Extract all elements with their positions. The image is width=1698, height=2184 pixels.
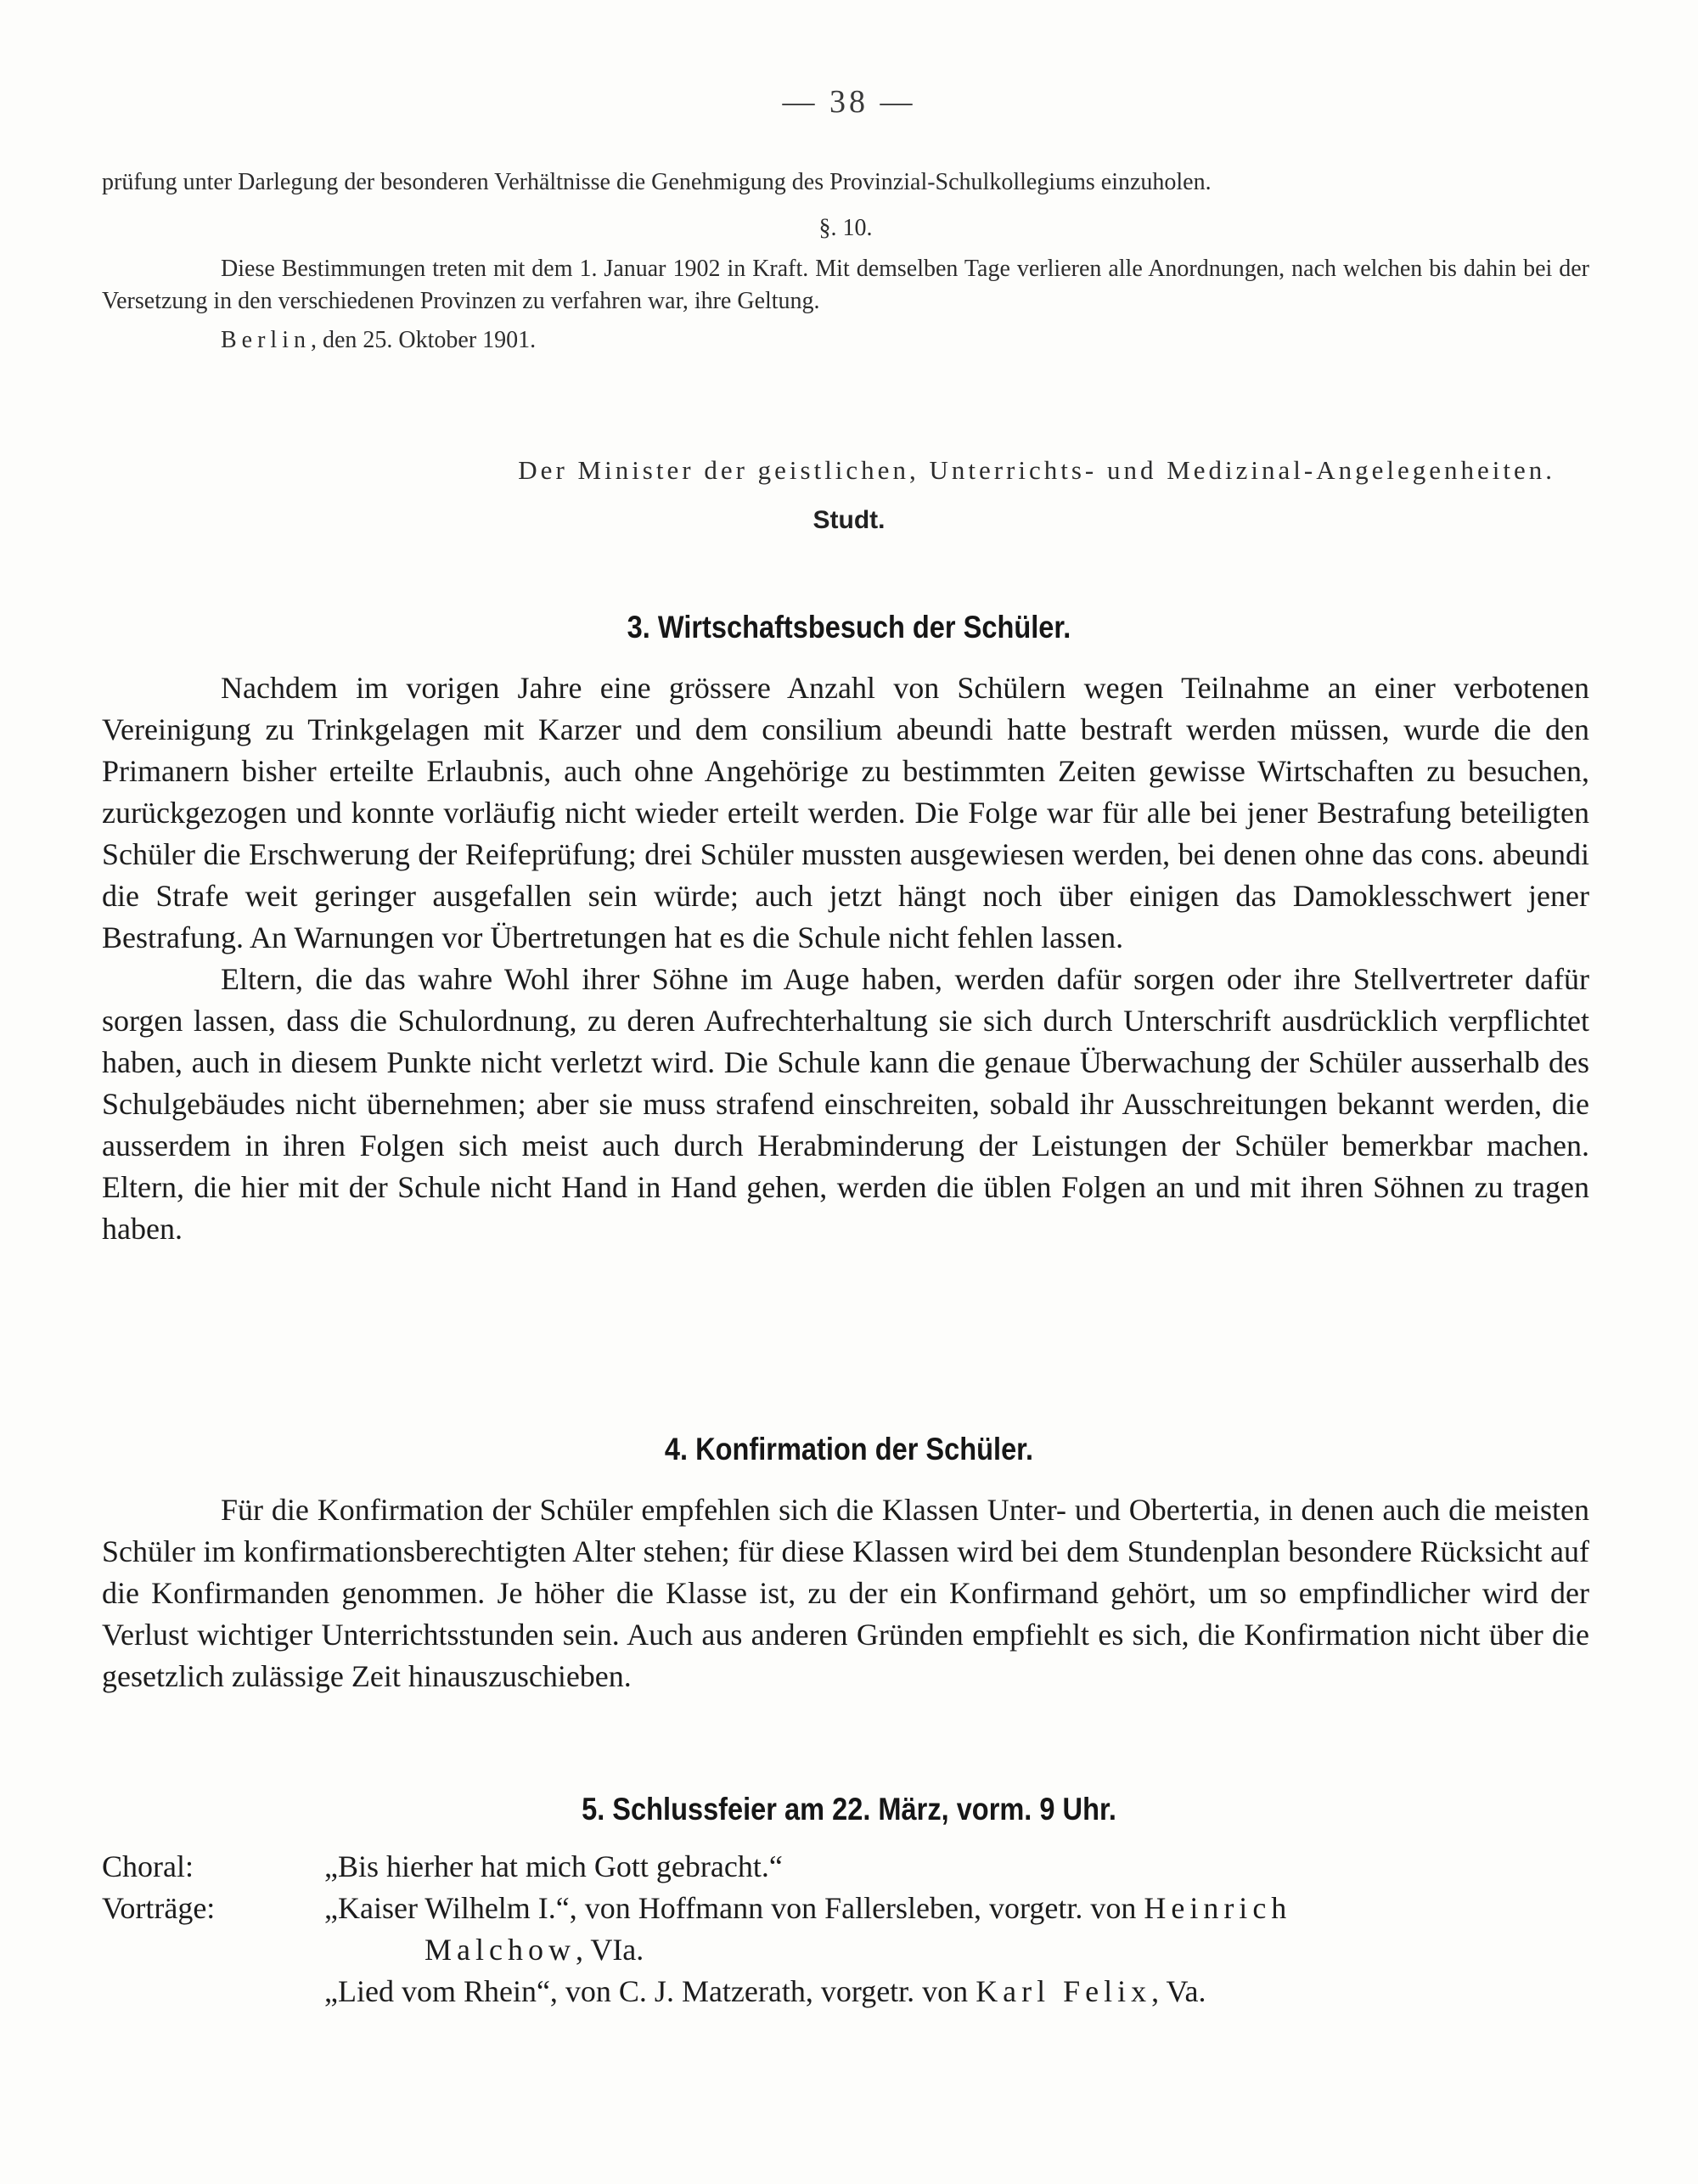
section3-paragraph-2: Eltern, die das wahre Wohl ihrer Söhne im Auge haben, werden dafür sorgen oder ihre Stellvertreter dafür sorgen lassen, dass die Schulordnung, zu deren Aufrechterhaltung sie sich durch Unterschrift ausdrücklich verpflichtet haben, auch in diesem Punkte nicht verletzt wird. Die Schule kann die genaue Überwachung der Schüler ausserhalb des Schulgebäudes nicht übernehmen; aber sie muss strafend einschreiten, sobald ihr Ausschreitungen bekannt werden, die ausserdem in ihren Folgen sich meist auch durch Herabminderung der Leistungen der Schüler bemerkbar machen. Eltern, die hier mit der Schule nicht Hand in Hand gehen, werden die üblen Folgen an und mit ihren Söhnen zu tragen haben. (102, 962, 1589, 1246)
program-item-vortrag-1 (102, 1888, 1589, 1929)
section4-body (102, 1489, 1589, 1697)
vortraege-label: Vorträge: (102, 1891, 216, 1925)
section4-paragraph-1: Für die Konfirmation der Schüler empfehlen sich die Klassen Unter- und Obertertia, in denen auch die meisten Schüler im konfirmationsberechtigten Alter stehen; für diese Klassen wird bei dem Stundenplan besondere Rücksicht auf die Konfirmanden genommen. Je höher die Klasse ist, zu der ein Konfirmand gehört, um so empfindlicher wird der Verlust wichtiger Unterrichtsstunden sein. Auch aus anderen Gründen empfiehlt es sich, die Konfirmation nicht über die gesetzlich zulässige Zeit hinauszuschieben. (102, 1493, 1589, 1693)
vortrag2-name: Karl Felix (976, 1974, 1152, 2008)
section-mark: §. 10. (818, 215, 873, 241)
section3-heading: 3. Wirtschaftsbesuch der Schüler. (627, 610, 1071, 645)
vortrag2-class: , Va. (1151, 1974, 1206, 2008)
date-text: , den 25. Oktober 1901. (311, 327, 537, 353)
section3-body (102, 667, 1589, 1250)
vortrag1-cont-class: , VIa. (575, 1933, 644, 1967)
section3-paragraph-1: Nachdem im vorigen Jahre eine grössere Anzahl von Schülern wegen Teilnahme an einer verbotenen Vereinigung zu Trinkgelagen mit Karzer und dem consilium abeundi hatte bestraft werden müssen, wurde die den Primanern bisher erteilte Erlaubnis, auch ohne Angehörige zu bestimmten Zeiten gewisse Wirtschaften zu besuchen, zurückgezogen und konnte vorläufig nicht wieder erteilt werden. Die Folge war für alle bei jener Bestrafung beteiligten Schüler die Erschwerung der Reifeprüfung; drei Schüler mussten ausgewiesen werden, bei denen ohne das cons. abeundi die Strafe weit geringer ausgefallen sein würde; auch jetzt hängt noch über einigen das Damoklesschwert jener Bestrafung. An Warnungen vor Übertretungen hat es die Schule nicht fehlen lassen. (102, 671, 1589, 954)
page-number: — 38 — (782, 84, 916, 120)
program-item-choral (102, 1846, 1589, 1888)
signature-name: Studt. (812, 506, 886, 534)
choral-label: Choral: (102, 1849, 194, 1883)
vortrag1-text: „Kaiser Wilhelm I.“, von Hoffmann von Fallersleben, vorgetr. von (324, 1891, 1144, 1925)
continuation-text: prüfung unter Darlegung der besonderen Verhältnisse die Genehmigung des Provinzial-Schulkollegiums einzuholen. (102, 169, 1212, 195)
date-line (102, 324, 1589, 357)
vortrag1-cont-name: Malchow (424, 1933, 576, 1967)
program-item-vortrag-2 (102, 1971, 1589, 2012)
vortrag2-text: „Lied vom Rhein“, von C. J. Matzerath, vorgetr. von (324, 1974, 976, 2008)
program-list (102, 1846, 1589, 2012)
choral-text: „Bis hierher hat mich Gott gebracht.“ (324, 1849, 783, 1883)
signature-title: Der Minister der geistlichen, Unterrichts- und Medizinal-Angelegenheiten. (518, 455, 1555, 485)
program-item-vortrag-1-cont (102, 1929, 1589, 1971)
intro-paragraph: Diese Bestimmungen treten mit dem 1. Januar 1902 in Kraft. Mit demselben Tage verlieren alle Anordnungen, nach welchen bis dahin bei der Versetzung in den verschiedenen Provinzen zu verfahren war, ihre Geltung. (102, 256, 1589, 314)
section5-heading: 5. Schlussfeier am 22. März, vorm. 9 Uhr. (582, 1792, 1116, 1827)
intro-block (102, 166, 1589, 357)
place-name: Berlin (221, 327, 311, 353)
section4-heading: 4. Konfirmation der Schüler. (664, 1432, 1034, 1466)
vortrag1-name: Heinrich (1144, 1891, 1292, 1925)
